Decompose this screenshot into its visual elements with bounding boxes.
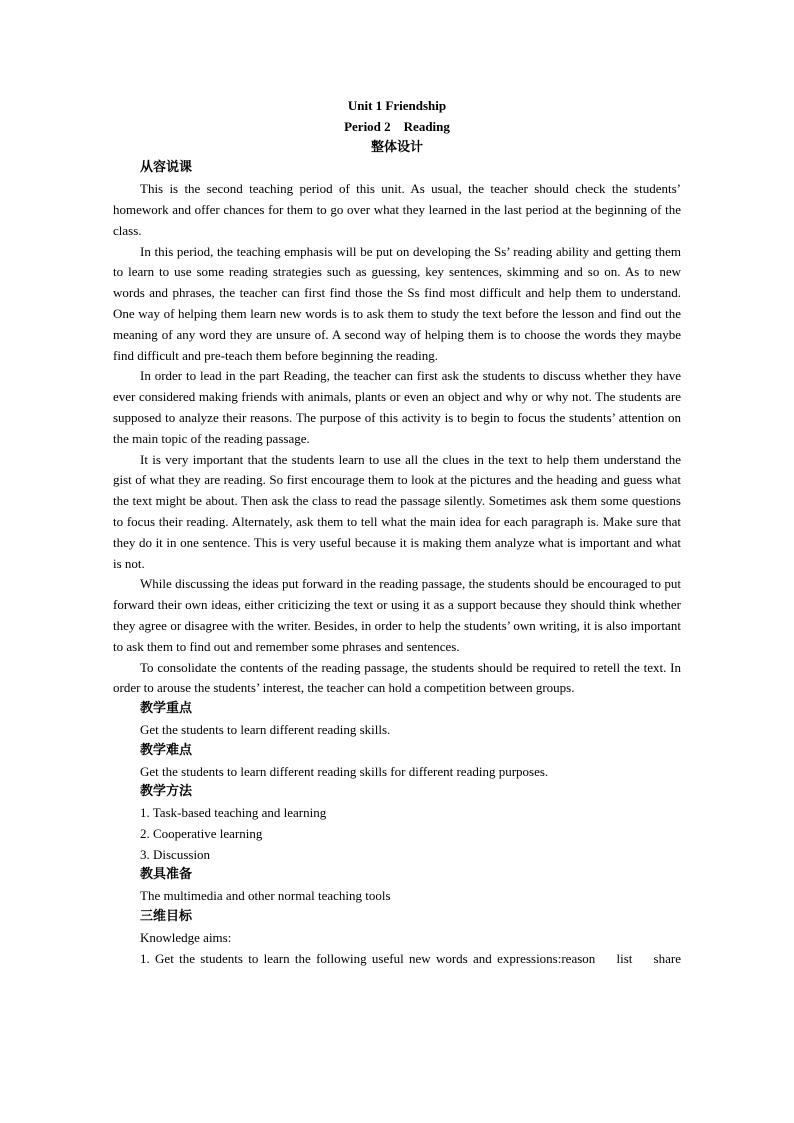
heading-tools: 教具准备 <box>140 867 193 883</box>
paragraph-4: It is very important that the students learn to use all the clues in the text to help them understand the gist of what they are reading. So first encourage them to look at the pictures and the heading and guess what the text might be about. Then ask the class to read the passage silently. Sometimes ask them some questions to focus their reading. Alternately, ask them to tell what the main idea for each paragraph is. Make sure that they do it in one sentence. This is very useful because it is making them analyze what is important and what is not. <box>113 451 681 571</box>
heading-key-points: 教学重点 <box>140 701 193 717</box>
method-item-1: 1. Task-based teaching and learning <box>140 805 327 821</box>
section-title: 整体设计 <box>370 139 423 155</box>
doc-subtitle: Period 2 Reading <box>344 118 450 134</box>
key-points-text: Get the students to learn different reading skills. <box>140 721 391 737</box>
difficulties-text: Get the students to learn different reading skills for different reading purposes. <box>140 763 549 779</box>
tools-text: The multimedia and other normal teaching tools <box>140 888 391 904</box>
heading-methods: 教学方法 <box>140 784 193 800</box>
aims-item-1: 1. Get the students to learn the following useful new words and expressions:reason list share <box>140 950 681 966</box>
heading-lesson-talk: 从容说课 <box>140 160 193 176</box>
heading-aims: 三维目标 <box>140 909 193 925</box>
method-item-3: 3. Discussion <box>140 846 211 862</box>
aims-knowledge-label: Knowledge aims: <box>140 929 232 945</box>
paragraph-2: In this period, the teaching emphasis will be put on developing the Ss’ reading ability and getting them to learn to use some reading strategies such as guessing, key sentences, skimming and so on. As to new words and phrases, the teacher can first find those the Ss find most difficult and help them to understand. One way of helping them learn new words is to ask them to study the text before the lesson and find out the meaning of any word they are unsure of. A second way of helping them is to choose the words they maybe find difficult and pre-teach them before beginning the reading. <box>113 243 681 363</box>
paragraph-1: This is the second teaching period of this unit. As usual, the teacher should check the students’ homework and offer chances for them to go over what they learned in the last period at the beginning of the class. <box>113 181 681 238</box>
doc-title: Unit 1 Friendship <box>347 98 447 113</box>
paragraph-5: While discussing the ideas put forward in the reading passage, the students should be encouraged to put forward their own ideas, either criticizing the text or using it as a support because they should think whether they agree or disagree with the writer. Besides, in order to help the students’ own writing, it is also important to ask them to find out and remember some phrases and sentences. <box>113 576 681 654</box>
heading-difficulties: 教学难点 <box>140 742 193 758</box>
paragraph-3: In order to lead in the part Reading, the teacher can first ask the students to discuss whether they have ever considered making friends with animals, plants or even an object and why or why not. The students are supposed to analyze their reasons. The purpose of this activity is to begin to focus the students’ attention on the main topic of the reading passage. <box>113 368 681 446</box>
method-item-2: 2. Cooperative learning <box>140 825 263 841</box>
document-page <box>113 96 681 969</box>
paragraph-6: To consolidate the contents of the reading passage, the students should be required to retell the text. In order to arouse the students’ interest, the teacher can hold a competition between groups. <box>113 659 681 696</box>
